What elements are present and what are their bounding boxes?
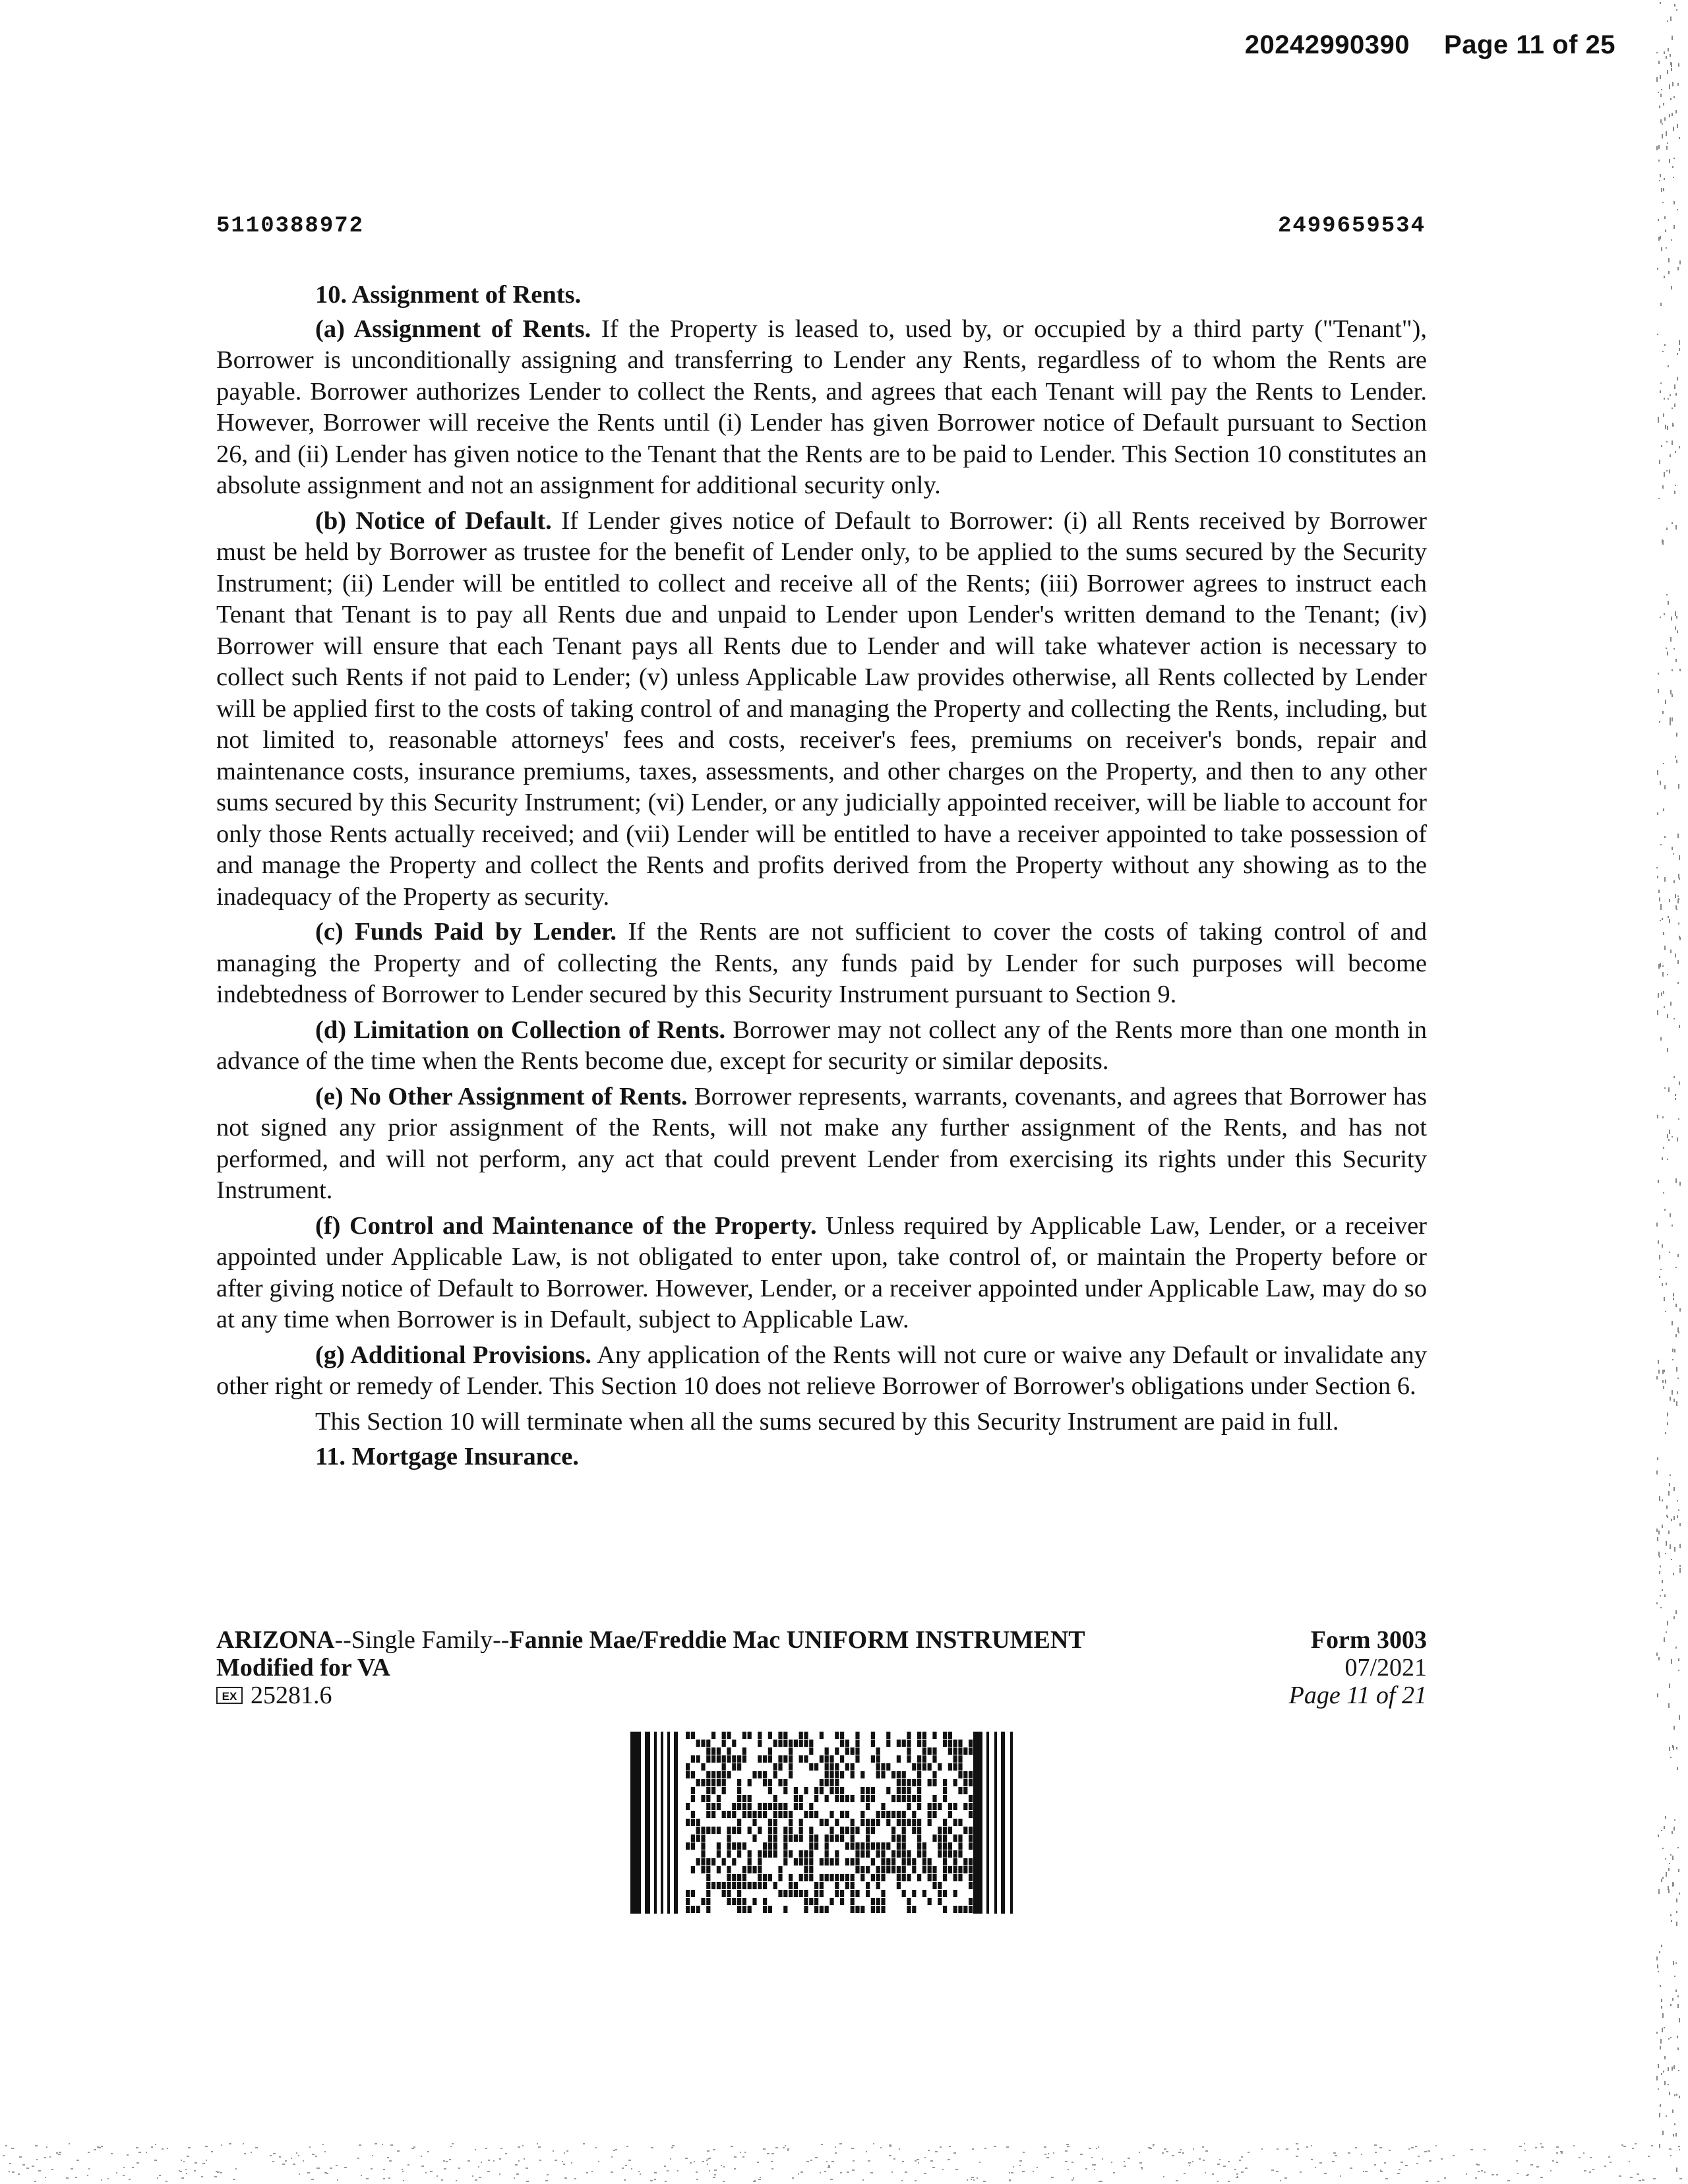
form-title-line: ARIZONA--Single Family--Fannie Mae/Freddie Mac UNIFORM INSTRUMENT [216,1626,1085,1654]
form-date: 07/2021 [1344,1654,1427,1682]
section-10b-label: (b) Notice of Default. [315,506,552,535]
form-page-number: Page 11 of 21 [1288,1682,1427,1709]
form-number: Form 3003 [1310,1626,1427,1654]
form-identification [216,1626,1085,1709]
section-10e-label: (e) No Other Assignment of Rents. [315,1082,688,1110]
recording-document-number: 20242990390 [1244,30,1410,59]
section-10b-paragraph: (b) Notice of Default. If Lender gives notice of Default to Borrower: (i) all Rents received by Borrower must be held by Borrower as trustee for the benefit of Lender only, to be applied to the sums secured by the Security Instrument; (ii) Lender will be entitled to collect and receive all of the Rents; (iii) Borrower agrees to instruct each Tenant that Tenant is to pay all Rents due and unpaid to Lender upon Lender's written demand to the Tenant; (iv) Borrower will ensure that each Tenant pays all Rents due to Lender and will take whatever action is necessary to collect such Rents if not paid to Lender; (v) unless Applicable Law provides otherwise, all Rents collected by Lender will be applied first to the costs of taking control of and managing the Property and collecting the Rents, including, but not limited to, reasonable attorneys' fees and costs, receiver's fees, premiums on receiver's bonds, repair and maintenance costs, insurance premiums, taxes, assessments, and other charges on the Property, and then to any other sums secured by this Security Instrument; (vi) Lender, or any judicially appointed receiver, will be liable to account for only those Rents actually received; and (vii) Lender will be entitled to have a receiver appointed to take possession of and manage the Property and collect the Rents and profits derived from the Property without any showing as to the inadequacy of the Property as security. [216,506,1428,911]
section-10g-paragraph: (g) Additional Provisions. Any application of the Rents will not cure or waive any Default or invalidate any other right or remedy of Lender. This Section 10 does not relieve Borrower of Borrower's obligations under Section 6. [216,1341,1427,1400]
ellie-mae-form-icon: EX [216,1687,243,1704]
section-10a-paragraph: (a) Assignment of Rents. If the Property is leased to, used by, or occupied by a third party ("Tenant"), Borrower is unconditionally assigning and transferring to Lender any Rents, regardless of to whom the Rents are payable. Borrower authorizes Lender to collect the Rents, and agrees that each Tenant will pay the Rents to Lender. However, Borrower will receive the Rents until (i) Lender has given Borrower notice of Default pursuant to Section 26, and (ii) Lender has given notice to the Tenant that the Rents are to be paid to Lender. This Section 10 constitutes an absolute assignment and not an assignment for additional security only. [216,315,1427,499]
pdf417-barcode [630,1732,1015,1914]
loan-number-left: 5110388972 [216,214,365,239]
form-number-block [1289,1626,1427,1709]
section-10-closing: This Section 10 will terminate when all the sums secured by this Security Instrument are paid in full. [315,1407,1339,1436]
section-10d-label: (d) Limitation on Collection of Rents. [315,1016,726,1044]
document-body [216,280,1427,1476]
section-10a-label: (a) Assignment of Rents. [315,315,591,343]
loan-id-row [216,214,1426,239]
form-code: 25281.6 [251,1682,332,1709]
section-10c-paragraph: (c) Funds Paid by Lender. If the Rents are not sufficient to cover the costs of taking control of and managing the Property and of collecting the Rents, any funds paid by Lender for such purposes will become indebtedness of Borrower to Lender secured by this Security Instrument pursuant to Section 9. [216,918,1427,1008]
form-modified-line: Modified for VA [216,1654,390,1682]
scan-edge-noise [1656,0,1683,2184]
section-10e-paragraph: (e) No Other Assignment of Rents. Borrower represents, warrants, covenants, and agrees that Borrower has not signed any prior assignment of the Rents, will not make any further assignment of the Rents, and has not performed, and will not perform, any act that could prevent Lender from exercising its rights under this Security Instrument. [216,1082,1428,1204]
loan-number-right: 2499659534 [1277,214,1426,239]
section-10g-label: (g) Additional Provisions. [315,1341,591,1369]
section-11-heading: 11. Mortgage Insurance. [315,1443,579,1471]
section-10-heading: 10. Assignment of Rents. [315,281,582,309]
section-10c-label: (c) Funds Paid by Lender. [315,918,617,946]
section-10f-paragraph: (f) Control and Maintenance of the Property. Unless required by Applicable Law, Lender, or a receiver appointed under Applicable Law, is not obligated to enter upon, take control of, or maintain the Property before or after giving notice of Default to Borrower. However, Lender, or a receiver appointed under Applicable Law, may do so at any time when Borrower is in Default, subject to Applicable Law. [216,1211,1427,1333]
section-10f-label: (f) Control and Maintenance of the Property. [315,1211,817,1240]
recording-header [1245,30,1615,60]
recording-page-label: Page 11 of 25 [1444,30,1615,59]
form-code-line [216,1682,1085,1709]
form-footer [216,1626,1427,1709]
scan-bottom-noise [0,2138,1688,2184]
section-10d-paragraph: (d) Limitation on Collection of Rents. Borrower may not collect any of the Rents more than one month in advance of the time when the Rents become due, except for security or similar deposits. [216,1016,1427,1075]
